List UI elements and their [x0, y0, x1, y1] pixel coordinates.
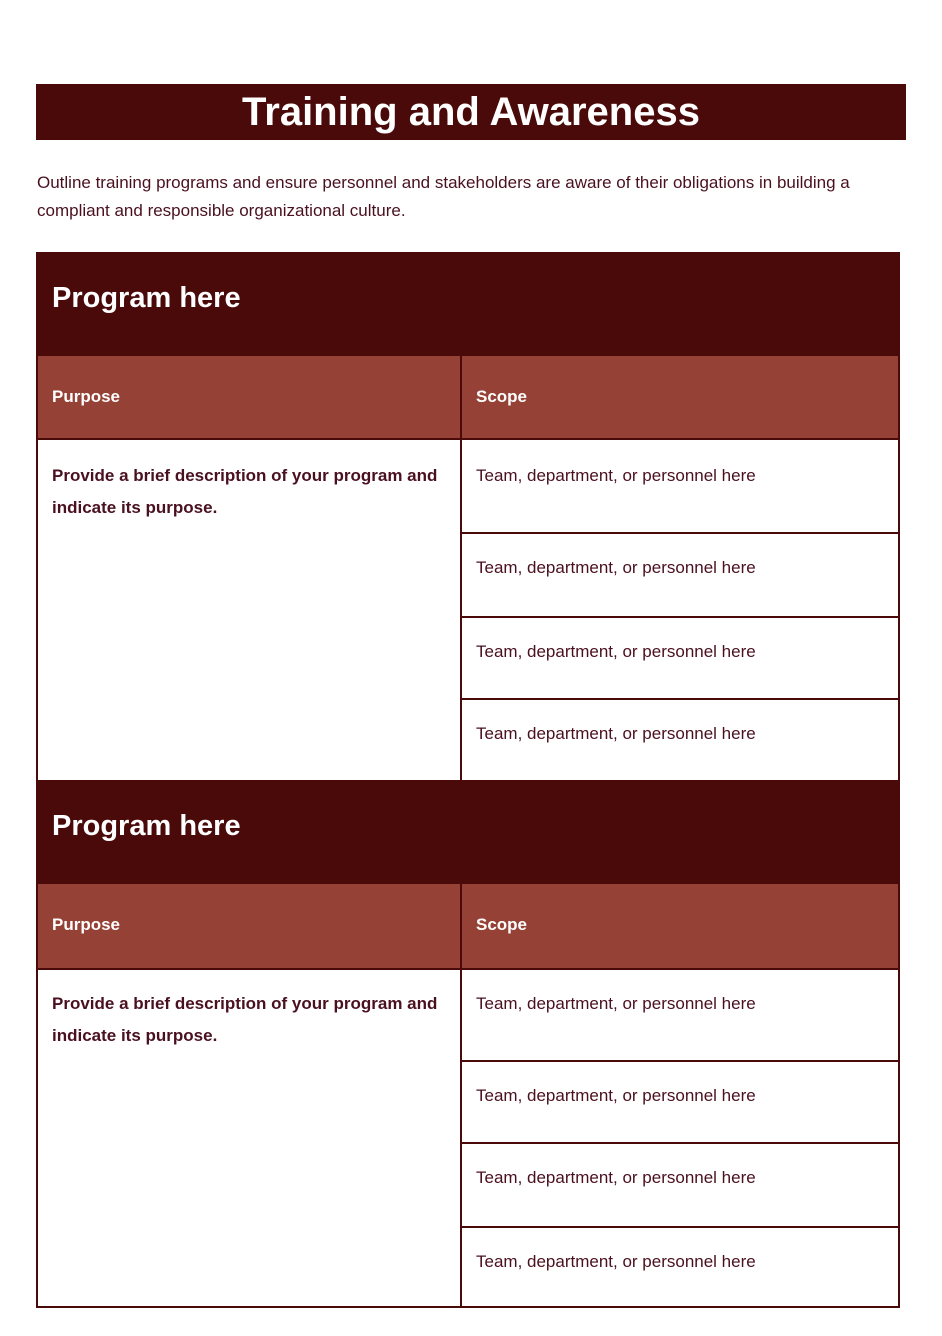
program-header — [38, 252, 898, 356]
scope-item: Team, department, or personnel here — [476, 724, 756, 743]
scope-cell — [462, 534, 898, 618]
program-title: Program here — [52, 810, 241, 842]
page-title: Training and Awareness — [242, 90, 700, 134]
program-title: Program here — [52, 282, 241, 314]
program-header — [38, 780, 898, 884]
scope-item: Team, department, or personnel here — [476, 1086, 756, 1105]
scope-cell — [462, 440, 898, 534]
scope-item: Team, department, or personnel here — [476, 466, 756, 485]
scope-cell — [462, 1144, 898, 1228]
scope-cell — [462, 1062, 898, 1144]
column-header-row — [38, 884, 898, 970]
scope-column-header: Scope — [476, 915, 528, 934]
scope-item: Team, department, or personnel here — [476, 1252, 756, 1271]
scope-cell — [462, 700, 898, 780]
scope-item: Team, department, or personnel here — [476, 1168, 756, 1187]
scope-item: Team, department, or personnel here — [476, 994, 756, 1013]
intro-paragraph: Outline training programs and ensure personnel and stakeholders are aware of their obligations in building a compliant and responsible organizational culture. — [37, 173, 850, 220]
title-banner — [36, 84, 906, 140]
scope-cell — [462, 1228, 898, 1306]
program-table-2 — [36, 780, 900, 1308]
purpose-description: Provide a brief description of your program and indicate its purpose. — [52, 466, 438, 517]
scope-cell — [462, 618, 898, 700]
column-header-row — [38, 356, 898, 440]
purpose-description: Provide a brief description of your program and indicate its purpose. — [52, 994, 438, 1045]
program-table-1 — [36, 252, 900, 780]
scope-item: Team, department, or personnel here — [476, 642, 756, 661]
scope-cell — [462, 970, 898, 1062]
scope-column-header: Scope — [476, 387, 528, 406]
purpose-column-header: Purpose — [52, 915, 121, 934]
purpose-column-header: Purpose — [52, 387, 121, 406]
scope-item: Team, department, or personnel here — [476, 558, 756, 577]
